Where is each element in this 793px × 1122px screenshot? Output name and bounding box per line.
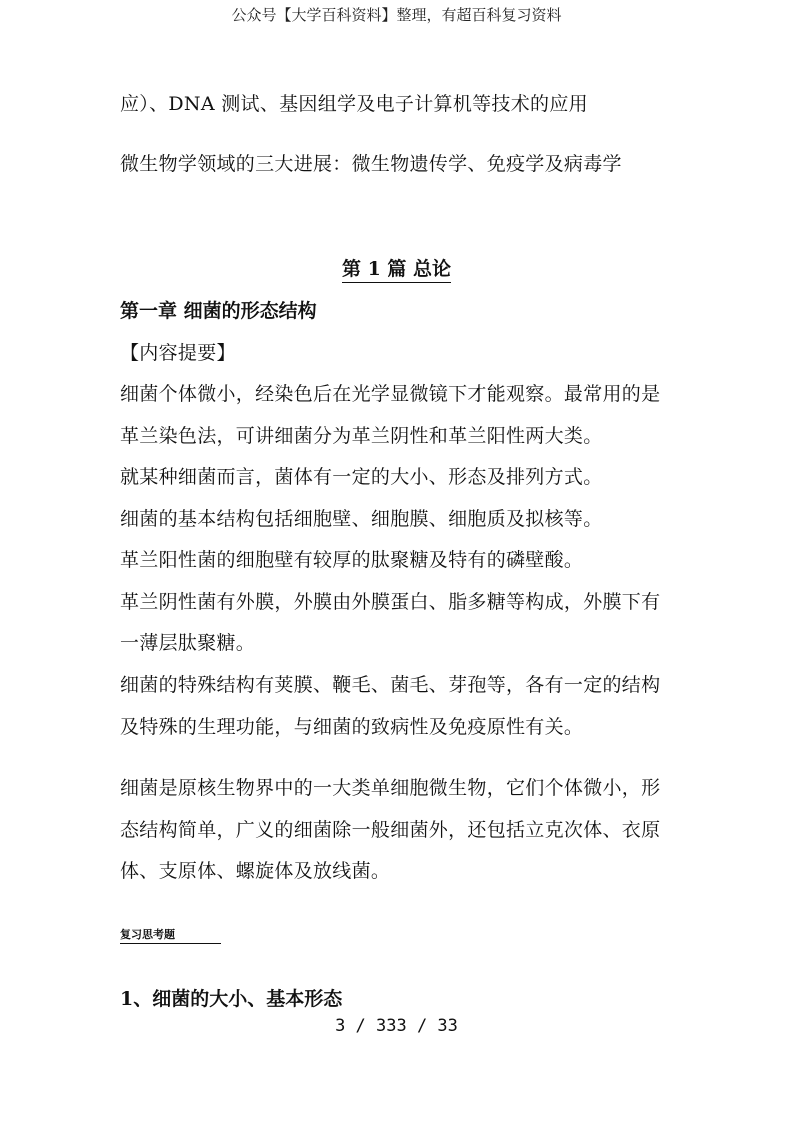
paragraph-line: 体、支原体、螺旋体及放线菌。: [120, 860, 391, 882]
review-title: 复习思考题: [120, 928, 175, 941]
summary-line: 就某种细菌而言，菌体有一定的大小、形态及排列方式。: [120, 466, 603, 488]
page-header: 公众号【大学百科资料】整理，有超百科复习资料: [231, 6, 562, 24]
review-question-1: 1、细菌的大小、基本形态: [120, 988, 343, 1010]
review-title-underline: [120, 943, 221, 944]
paragraph-line: 态结构简单，广义的细菌除一般细菌外，还包括立克次体、衣原: [120, 819, 661, 841]
summary-heading: 【内容提要】: [120, 342, 236, 364]
summary-line: 革兰阳性菌的细胞壁有较厚的肽聚糖及特有的磷壁酸。: [120, 549, 584, 571]
part-title: [0, 254, 793, 283]
summary-line: 细菌个体微小，经染色后在光学显微镜下才能观察。最常用的是: [120, 383, 661, 405]
page-number: 3 / 333 / 33: [335, 1016, 458, 1036]
intro-line-1: 应）、DNA 测试、基因组学及电子计算机等技术的应用: [120, 93, 588, 115]
intro-line-2: 微生物学领域的三大进展：微生物遗传学、免疫学及病毒学: [120, 153, 622, 175]
summary-line: 革兰阴性菌有外膜，外膜由外膜蛋白、脂多糖等构成，外膜下有: [120, 591, 661, 613]
chapter-title: 第一章 细菌的形态结构: [120, 300, 317, 322]
summary-line: 一薄层肽聚糖。: [120, 632, 256, 654]
part-title-text: 第 1 篇 总论: [342, 254, 451, 283]
summary-line: 细菌的基本结构包括细胞壁、细胞膜、细胞质及拟核等。: [120, 508, 603, 530]
summary-line: 及特殊的生理功能，与细菌的致病性及免疫原性有关。: [120, 716, 584, 738]
summary-line: 革兰染色法，可讲细菌分为革兰阴性和革兰阳性两大类。: [120, 425, 603, 447]
summary-line: 细菌的特殊结构有荚膜、鞭毛、菌毛、芽孢等，各有一定的结构: [120, 674, 661, 696]
paragraph-line: 细菌是原核生物界中的一大类单细胞微生物，它们个体微小，形: [120, 777, 661, 799]
